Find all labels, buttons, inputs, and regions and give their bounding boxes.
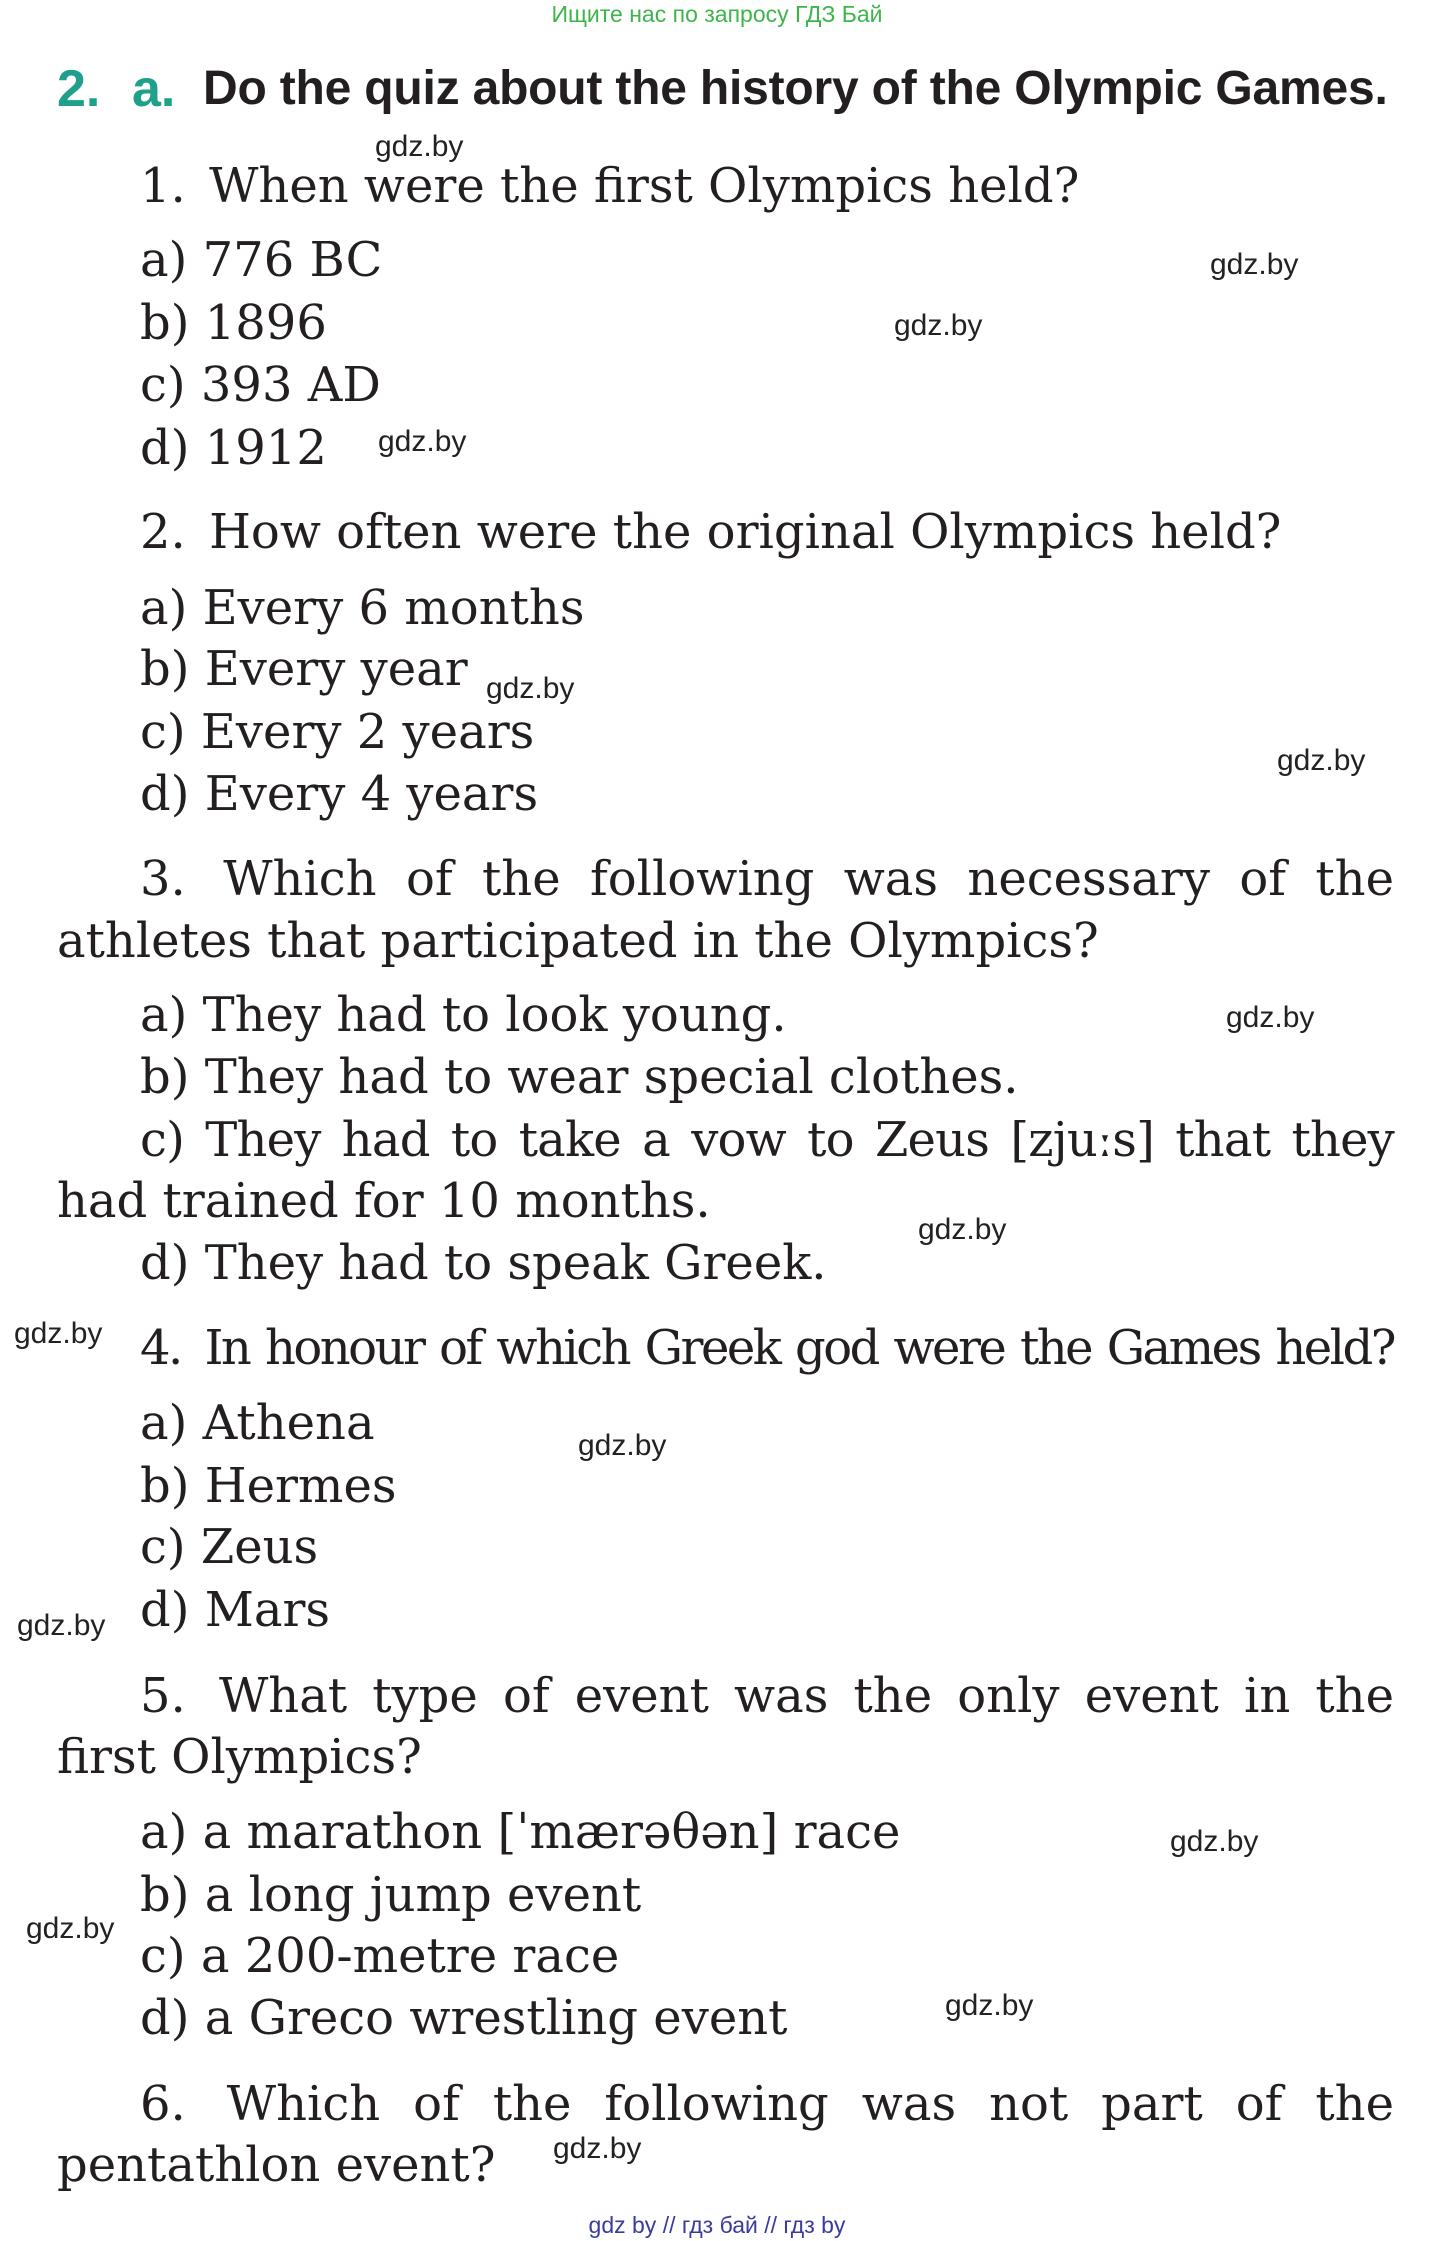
option-text: a Greco wrestling event	[204, 1990, 788, 2046]
option-letter: d)	[140, 1990, 190, 2046]
option-text: They had to look young.	[202, 987, 787, 1043]
option-text: They had to speak Greek.	[204, 1235, 827, 1291]
question-3-continued	[57, 911, 1099, 971]
option-text: 393 AD	[200, 357, 381, 413]
page-footer: gdz by // гдз бай // гдз by	[588, 2212, 846, 2238]
option-text: a long jump event	[204, 1867, 642, 1923]
option-letter: b)	[140, 295, 190, 351]
question-text: How often were the original Olympics held?	[209, 504, 1282, 560]
question-5	[140, 1666, 1394, 1726]
exercise-number: 2.	[57, 60, 101, 118]
watermark: gdz.by	[1226, 1001, 1315, 1034]
option-text: Every 2 years	[200, 704, 535, 760]
question-number: 5.	[140, 1668, 186, 1724]
question-text: In honour of which Greek god were the Games held?	[204, 1320, 1394, 1376]
option-text: Hermes	[204, 1458, 397, 1514]
option-letter: b)	[140, 1049, 190, 1105]
option-3c-continued	[57, 1171, 711, 1231]
question-number: 3.	[140, 851, 186, 907]
option-text: 1896	[204, 295, 327, 351]
option-text: Every year	[204, 641, 468, 697]
option-2c	[140, 702, 534, 762]
option-letter: a)	[140, 232, 188, 288]
option-4c	[140, 1517, 318, 1577]
option-text: They had to take a vow to Zeus [zjuːs] that they	[205, 1112, 1394, 1168]
option-letter: c)	[140, 357, 186, 413]
option-3a	[140, 985, 787, 1045]
option-letter: d)	[140, 1235, 190, 1291]
watermark: gdz.by	[486, 672, 575, 705]
option-3d	[140, 1233, 827, 1293]
option-text: Mars	[204, 1582, 331, 1638]
option-text: 1912	[204, 420, 327, 476]
option-letter: d)	[140, 420, 190, 476]
option-letter: a)	[140, 987, 188, 1043]
option-5a	[140, 1802, 900, 1862]
question-4	[140, 1318, 1394, 1378]
question-6-continued	[57, 2135, 495, 2195]
question-text: What type of event was the only event in the	[218, 1668, 1395, 1724]
option-text: Zeus	[200, 1519, 319, 1575]
question-number: 6.	[140, 2076, 186, 2132]
option-letter: b)	[140, 1458, 190, 1514]
option-text: They had to wear special clothes.	[204, 1049, 1019, 1105]
option-2a	[140, 578, 584, 638]
question-5-continued	[57, 1727, 422, 1787]
watermark: gdz.by	[578, 1429, 667, 1462]
question-text: When were the first Olympics held?	[209, 158, 1080, 214]
watermark: gdz.by	[553, 2132, 642, 2165]
option-4d	[140, 1580, 330, 1640]
page-banner: Ищите нас по запросу ГДЗ Бай	[551, 1, 883, 27]
watermark: gdz.by	[1210, 248, 1299, 281]
option-4b	[140, 1456, 396, 1516]
watermark: gdz.by	[17, 1609, 106, 1642]
watermark: gdz.by	[375, 130, 464, 163]
watermark: gdz.by	[14, 1317, 103, 1350]
watermark: gdz.by	[1170, 1825, 1259, 1858]
watermark: gdz.by	[894, 309, 983, 342]
option-letter: b)	[140, 1867, 190, 1923]
option-letter: a)	[140, 1395, 188, 1451]
question-text: Which of the following was not part of the	[226, 2076, 1394, 2132]
exercise-instruction: Do the quiz about the history of the Olympic Games.	[203, 62, 1388, 115]
option-text: a marathon [ˈmærəθən] race	[202, 1804, 901, 1860]
option-text: Every 4 years	[204, 766, 539, 822]
option-text: had trained for 10 months.	[57, 1173, 711, 1229]
option-5d	[140, 1988, 787, 2048]
question-6	[140, 2074, 1394, 2134]
option-1a	[140, 230, 382, 290]
question-text: athletes that participated in the Olympics?	[57, 913, 1099, 969]
option-letter: c)	[140, 1928, 186, 1984]
question-text: first Olympics?	[57, 1729, 422, 1785]
option-2d	[140, 764, 538, 824]
option-5c	[140, 1926, 619, 1986]
option-text: 776 BC	[202, 232, 383, 288]
option-text: a 200-metre race	[200, 1928, 620, 1984]
option-letter: a)	[140, 1804, 188, 1860]
option-1c	[140, 355, 381, 415]
question-2	[140, 502, 1281, 562]
watermark: gdz.by	[378, 425, 467, 458]
question-number: 1.	[140, 158, 186, 214]
watermark: gdz.by	[1277, 744, 1366, 777]
question-number: 2.	[140, 504, 186, 560]
question-1	[140, 156, 1079, 216]
option-letter: d)	[140, 766, 190, 822]
option-text: Every 6 months	[202, 580, 585, 636]
exercise-part-label: a.	[132, 60, 176, 118]
question-text: Which of the following was necessary of the	[223, 851, 1395, 907]
watermark: gdz.by	[945, 1989, 1034, 2022]
question-3	[140, 849, 1394, 909]
watermark: gdz.by	[918, 1213, 1007, 1246]
option-letter: d)	[140, 1582, 190, 1638]
option-1d	[140, 418, 327, 478]
question-number: 4.	[140, 1320, 181, 1376]
option-3b	[140, 1047, 1019, 1107]
option-2b	[140, 639, 468, 699]
option-text: Athena	[202, 1395, 375, 1451]
option-3c	[140, 1110, 1394, 1170]
option-1b	[140, 293, 327, 353]
watermark: gdz.by	[26, 1912, 115, 1945]
option-5b	[140, 1865, 641, 1925]
option-letter: b)	[140, 641, 190, 697]
option-letter: c)	[140, 1112, 185, 1168]
option-letter: c)	[140, 1519, 186, 1575]
option-letter: c)	[140, 704, 186, 760]
option-4a	[140, 1393, 375, 1453]
option-letter: a)	[140, 580, 188, 636]
question-text: pentathlon event?	[57, 2137, 496, 2193]
